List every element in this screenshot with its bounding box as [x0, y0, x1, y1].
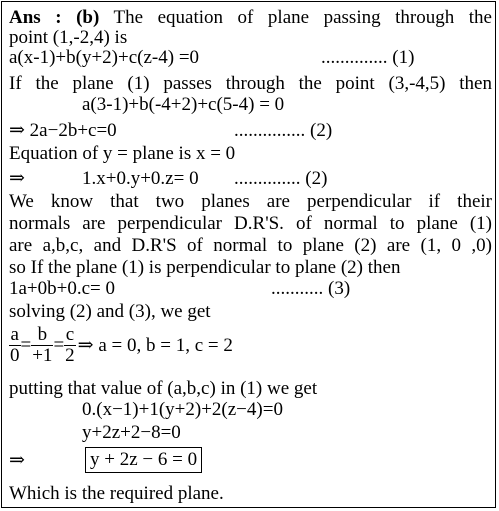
- line-11: are a,b,c, and D.R'S of normal to plane (2) are (1, 0 ,0): [9, 235, 492, 256]
- equation-plane: 1.x+0.y+0.z= 0: [82, 168, 199, 189]
- equation-plane-line: [9, 169, 492, 189]
- equation-2-line: [9, 121, 492, 141]
- fraction-a-denominator: 0: [10, 345, 20, 366]
- equation-1-line: [9, 48, 492, 68]
- line-4: If the plane (1) passes through the point (3,-4,5) then: [9, 73, 492, 94]
- line-9: We know that two planes are perpendicular if their: [9, 191, 492, 212]
- implies-arrow-final: ⇒: [9, 450, 25, 471]
- line-5: a(3-1)+b(-4+2)+c(5-4) = 0: [82, 94, 285, 115]
- fraction-b: [31, 325, 53, 366]
- line-16: putting that value of (a,b,c) in (1) we get: [9, 378, 318, 399]
- fraction-b-denominator: +1: [32, 345, 53, 366]
- equation-3: 1a+0b+0.c= 0: [9, 278, 116, 299]
- equation-2: ⇒ 2a−2b+c=0: [9, 120, 117, 141]
- line-17: 0.(x−1)+1(y+2)+2(z−4)=0: [82, 399, 283, 420]
- equation-2-ref: ............... (2): [234, 120, 333, 141]
- fraction-c-denominator: 2: [65, 345, 75, 366]
- line-20: Which is the required plane.: [9, 483, 224, 504]
- fraction-b-numerator: b: [31, 325, 53, 346]
- line-12: so If the plane (1) is perpendicular to plane (2) then: [9, 257, 401, 278]
- line-2: point (1,-2,4) is: [9, 27, 128, 48]
- line-18: y+2z+2−8=0: [82, 422, 181, 443]
- equals-sign-1: =: [20, 334, 32, 356]
- equation-1-ref: .............. (1): [321, 47, 415, 68]
- fraction-a: [9, 325, 21, 366]
- answer-line-1: [9, 8, 492, 28]
- fraction-equation: [9, 325, 233, 373]
- equation-3-line: [9, 279, 492, 299]
- equation-1: a(x-1)+b(y+2)+c(z-4) =0: [9, 47, 200, 68]
- equals-sign-2: =: [53, 334, 65, 356]
- line-10: normals are perpendicular D.R'S. of normal to plane (1): [9, 213, 492, 234]
- fraction-result: ⇒ a = 0, b = 1, c = 2: [77, 334, 233, 356]
- line-14: solving (2) and (3), we get: [9, 301, 211, 322]
- answer-box: [1, 1, 496, 508]
- equation-3-ref: ........... (3): [271, 278, 351, 299]
- final-answer-box: y + 2z − 6 = 0: [85, 447, 202, 473]
- fraction-a-numerator: a: [10, 324, 19, 345]
- answer-label: Ans : (b): [9, 7, 100, 28]
- fraction-c-numerator: c: [65, 324, 75, 345]
- fraction-c: [64, 325, 76, 366]
- line-1-text: The equation of plane passing through the: [99, 7, 492, 28]
- equation-plane-ref: .............. (2): [234, 168, 328, 189]
- line-7: Equation of y = plane is x = 0: [9, 143, 236, 164]
- implies-arrow: ⇒: [9, 168, 25, 189]
- final-equation-line: [9, 447, 492, 475]
